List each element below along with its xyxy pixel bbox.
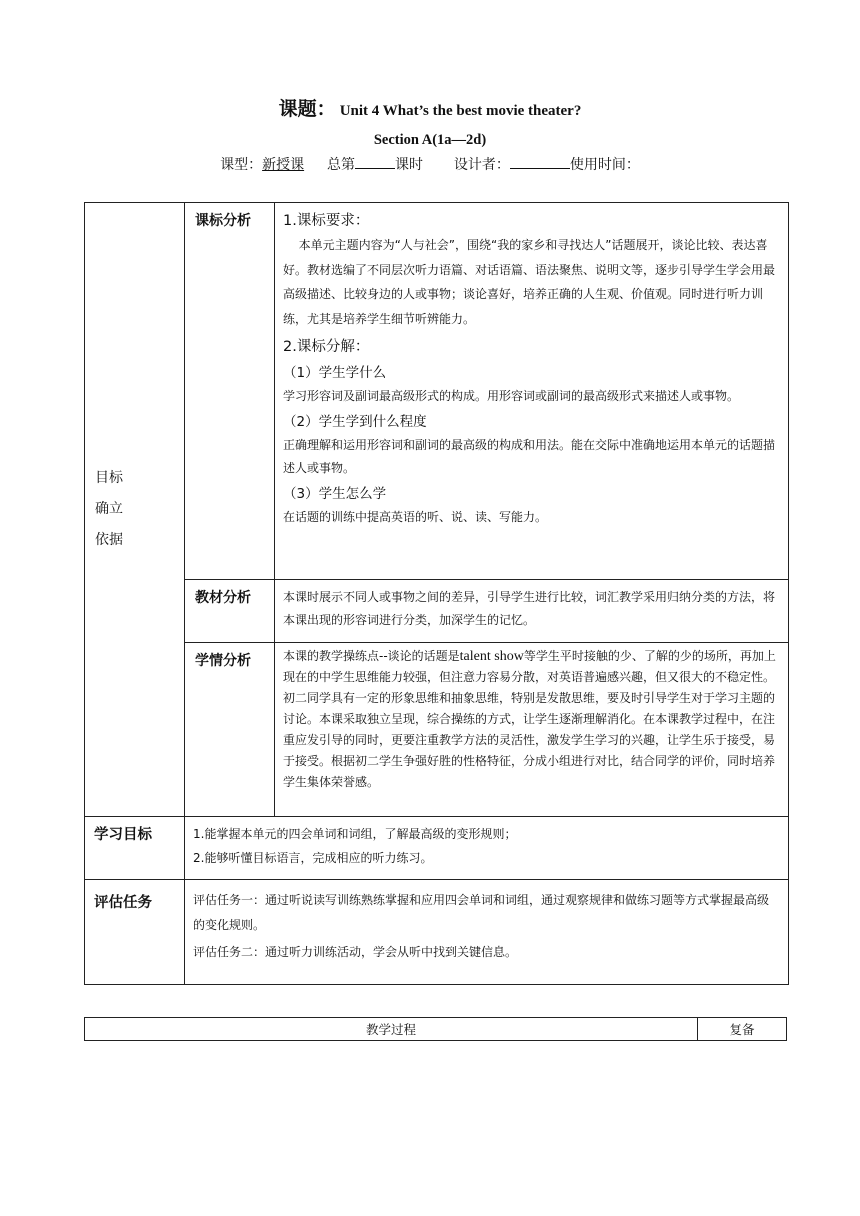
decomposition-heading: 2.课标分解： bbox=[283, 339, 370, 355]
objectives-label: 学习目标 bbox=[94, 827, 152, 843]
assessment-label: 评估任务 bbox=[94, 895, 152, 911]
learner-content-cell bbox=[275, 643, 789, 817]
q3-text: 在话题的训练中提高英语的听、说、读、写能力。 bbox=[283, 510, 548, 524]
assessment-task: 评估任务一：通过听说读写训练熟练掌握和应用四会单词和词组，通过观察规律和做练习题等方式掌握最高级的变化规则。 bbox=[193, 893, 770, 932]
objectives-label-cell bbox=[85, 817, 185, 880]
textbook-label-cell bbox=[185, 580, 275, 643]
table-row bbox=[85, 817, 789, 880]
assessment-task: 评估任务二：通过听力训练活动，学会从听中找到关键信息。 bbox=[193, 945, 518, 959]
objectives-content-cell bbox=[185, 817, 789, 880]
curriculum-content-cell bbox=[275, 203, 789, 580]
goal-basis-line: 确立 bbox=[95, 501, 123, 517]
lesson-type-value: 新授课 bbox=[262, 157, 305, 173]
lesson-plan-table bbox=[84, 202, 789, 985]
learner-label-cell bbox=[185, 643, 275, 817]
learner-text bbox=[275, 643, 788, 816]
table-row bbox=[85, 203, 789, 580]
goal-basis-line: 目标 bbox=[95, 470, 123, 486]
textbook-text: 本课时展示不同人或事物之间的差异，引导学生进行比较，词汇教学采用归纳分类的方法，将本课出现的形容词进行分类，加深学生的记忆。 bbox=[283, 590, 776, 627]
lesson-title bbox=[0, 94, 860, 121]
objective-item: 1.能掌握本单元的四会单词和词组，了解最高级的变形规则； bbox=[193, 827, 517, 841]
requirement-text: 本单元主题内容为“人与社会”，围绕“我的家乡和寻找达人”话题展开，谈论比较、表达喜好。教材选编了不同层次听力语篇、对话语篇、语法聚焦、说明文等，逐步引导学生学会用最高级描述、比较身边的人或事物；谈论喜好，培养正确的人生观、价值观。同时进行听力训练，尤其是培养学生细节听辨能力。 bbox=[283, 238, 776, 326]
textbook-label: 教材分析 bbox=[195, 590, 251, 606]
textbook-content-cell bbox=[275, 580, 789, 643]
curriculum-content bbox=[275, 203, 788, 579]
curriculum-label: 课标分析 bbox=[195, 213, 251, 229]
goal-basis-label bbox=[85, 463, 184, 556]
learner-text-b: 等学生平时接触的少、了解的少的场所，再加上现在的中学生思维能力较强，但注意力容易分散，对英语普遍感兴趣，但又很大的不稳定性。初二同学具有一定的形象思维和抽象思维，特别是发散思维，要及时引导学生对于学习主题的讨论。本课采取独立呈现，综合操练的方式，让学生逐渐理解消化。在本课教学过程中，在注重应发引导的同时，更要注重教学方法的灵活性，激发学生学习的兴趣，让学生乐于接受，易于接受。根据初二学生争强好胜的性格特征，分成小组进行对比，结合同学的评价，同时培养学生集体荣誉感。 bbox=[283, 649, 776, 789]
table-row bbox=[85, 643, 789, 817]
section-heading: Section A(1a—2d) bbox=[373, 132, 487, 148]
goal-basis-line: 依据 bbox=[95, 532, 123, 548]
learner-text-a: 本课的教学操练点--谈论的话题是 bbox=[283, 649, 460, 663]
table-row bbox=[85, 1018, 787, 1041]
lesson-meta-line bbox=[0, 153, 860, 174]
table-row bbox=[85, 880, 789, 985]
objectives-content bbox=[185, 817, 788, 879]
process-header-table bbox=[84, 1017, 787, 1041]
learner-label: 学情分析 bbox=[195, 653, 251, 669]
q2-text: 正确理解和运用形容词和副词的最高级的构成和用法。能在交际中准确地运用本单元的话题描述人或事物。 bbox=[283, 438, 776, 475]
title-label: 课题： bbox=[278, 98, 336, 120]
table-row bbox=[85, 580, 789, 643]
q1-heading: （1）学生学什么 bbox=[283, 365, 387, 381]
objective-item: 2.能够听懂目标语言，完成相应的听力练习。 bbox=[193, 851, 433, 865]
designer-label: 设计者： bbox=[453, 157, 510, 173]
requirement-heading: 1.课标要求： bbox=[283, 213, 370, 229]
assessment-content-cell bbox=[185, 880, 789, 985]
assessment-label-cell bbox=[85, 880, 185, 985]
process-header: 教学过程 bbox=[85, 1018, 698, 1041]
total-label: 总第 bbox=[327, 157, 355, 173]
review-header: 复备 bbox=[698, 1018, 787, 1041]
use-time-label: 使用时间： bbox=[569, 157, 640, 173]
lesson-type-label: 课型： bbox=[220, 157, 263, 173]
q3-heading: （3）学生怎么学 bbox=[283, 486, 387, 502]
total-blank[interactable] bbox=[355, 153, 395, 169]
q2-heading: （2）学生学到什么程度 bbox=[283, 414, 427, 430]
curriculum-label-cell bbox=[185, 203, 275, 580]
designer-blank[interactable] bbox=[510, 153, 570, 169]
goal-basis-cell bbox=[85, 203, 185, 817]
title-text: Unit 4 What’s the best movie theater? bbox=[339, 103, 582, 119]
period-label: 课时 bbox=[395, 157, 423, 173]
learner-text-en: talent show bbox=[459, 649, 524, 664]
q1-text: 学习形容词及副词最高级形式的构成。用形容词或副词的最高级形式来描述人或事物。 bbox=[283, 389, 740, 403]
assessment-content bbox=[185, 880, 788, 984]
